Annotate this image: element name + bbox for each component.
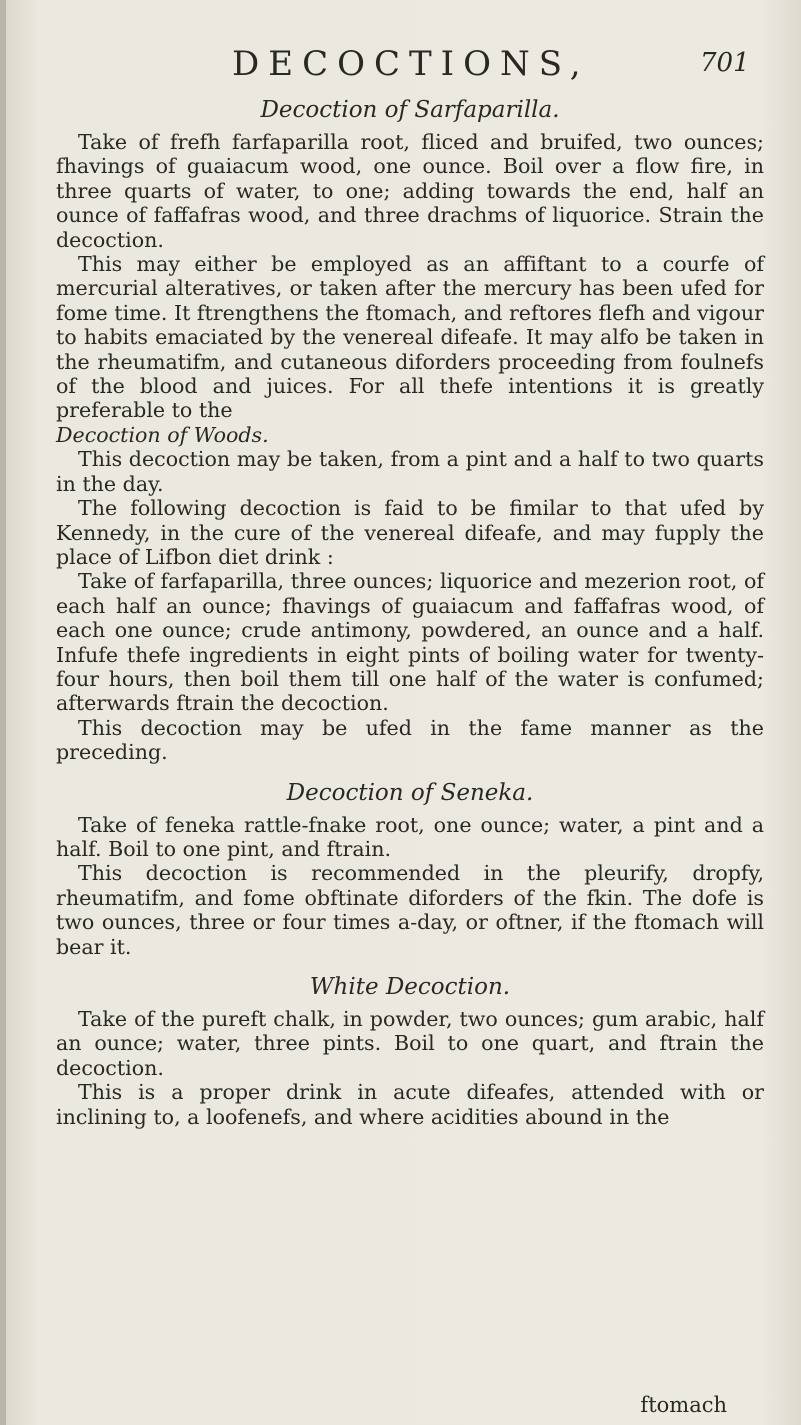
paragraph: This decoction may be ufed in the fame manner as the preceding. bbox=[56, 715, 764, 765]
paragraph: Take of farfaparilla, three ounces; liquorice and mezerion root, of each half an ounce; fhavings of guaiacum and faffafras wood, of each one ounce; crude antimony, powdered, an ounce and a half. Infufe thefe ingredients in eight pints of boiling water for twenty-four hours, then boil them till one half of the water is confumed; afterwards ftrain the decoction. bbox=[56, 569, 764, 716]
paragraph: The following decoction is faid to be fimilar to that ufed by Kennedy, in the cure of the venereal difeafe, and may fupply the place of Lifbon diet drink : bbox=[56, 496, 764, 569]
section-title-seneka: Decoction of Seneka. bbox=[286, 779, 534, 806]
paragraph: Take of feneka rattle-fnake root, one ounce; water, a pint and a half. Boil to one pint, and ftrain. bbox=[56, 812, 764, 861]
paragraph: This may either be employed as an affiftant to a courfe of mercurial alteratives, or taken after the mercury has been ufed for fome time. It ftrengthens the ftomach, and reftores flefh and vigour to habits emaciated by the venereal difeafe. It may alfo be taken in the rheumatifm, and cutaneous diforders proceeding from foulnefs of the blood and juices. For all thefe intentions it is greatly preferable to the bbox=[56, 252, 764, 423]
page-gutter bbox=[0, 0, 6, 1425]
section-title-sarsaparilla: Decoction of Sarfaparilla. bbox=[260, 97, 560, 123]
paragraph: This decoction may be taken, from a pint and a half to two quarts in the day. bbox=[56, 447, 764, 496]
paragraph: This is a proper drink in acute difeafes, attended with or inclining to, a loofenefs, and where acidities abound in the bbox=[56, 1080, 764, 1129]
page-body bbox=[56, 96, 764, 1129]
paragraph: Take of frefh farfaparilla root, fliced and bruifed, two ounces; fhavings of guaiacum wood, one ounce. Boil over a flow fire, in three quarts of water, to one; adding towards the end, half an ounce of faffafras wood, and three drachms of liquorice. Strain the decoction. bbox=[56, 130, 764, 252]
catchword: ftomach bbox=[640, 1393, 727, 1417]
subheading-woods: Decoction of Woods. bbox=[56, 422, 269, 447]
paragraph: Take of the pureft chalk, in powder, two ounces; gum arabic, half an ounce; water, three pints. Boil to one quart, and ftrain the decoction. bbox=[56, 1007, 764, 1080]
page-number: 701 bbox=[700, 48, 750, 78]
section-title-white: White Decoction. bbox=[309, 974, 511, 1000]
page-header bbox=[0, 44, 801, 84]
running-head: DECOCTIONS, bbox=[232, 44, 590, 84]
paragraph: This decoction is recommended in the pleurify, dropfy, rheumatifm, and fome obftinate diforders of the fkin. The dofe is two ounces, three or four times a-day, or oftner, if the ftomach will bear it. bbox=[56, 861, 764, 959]
